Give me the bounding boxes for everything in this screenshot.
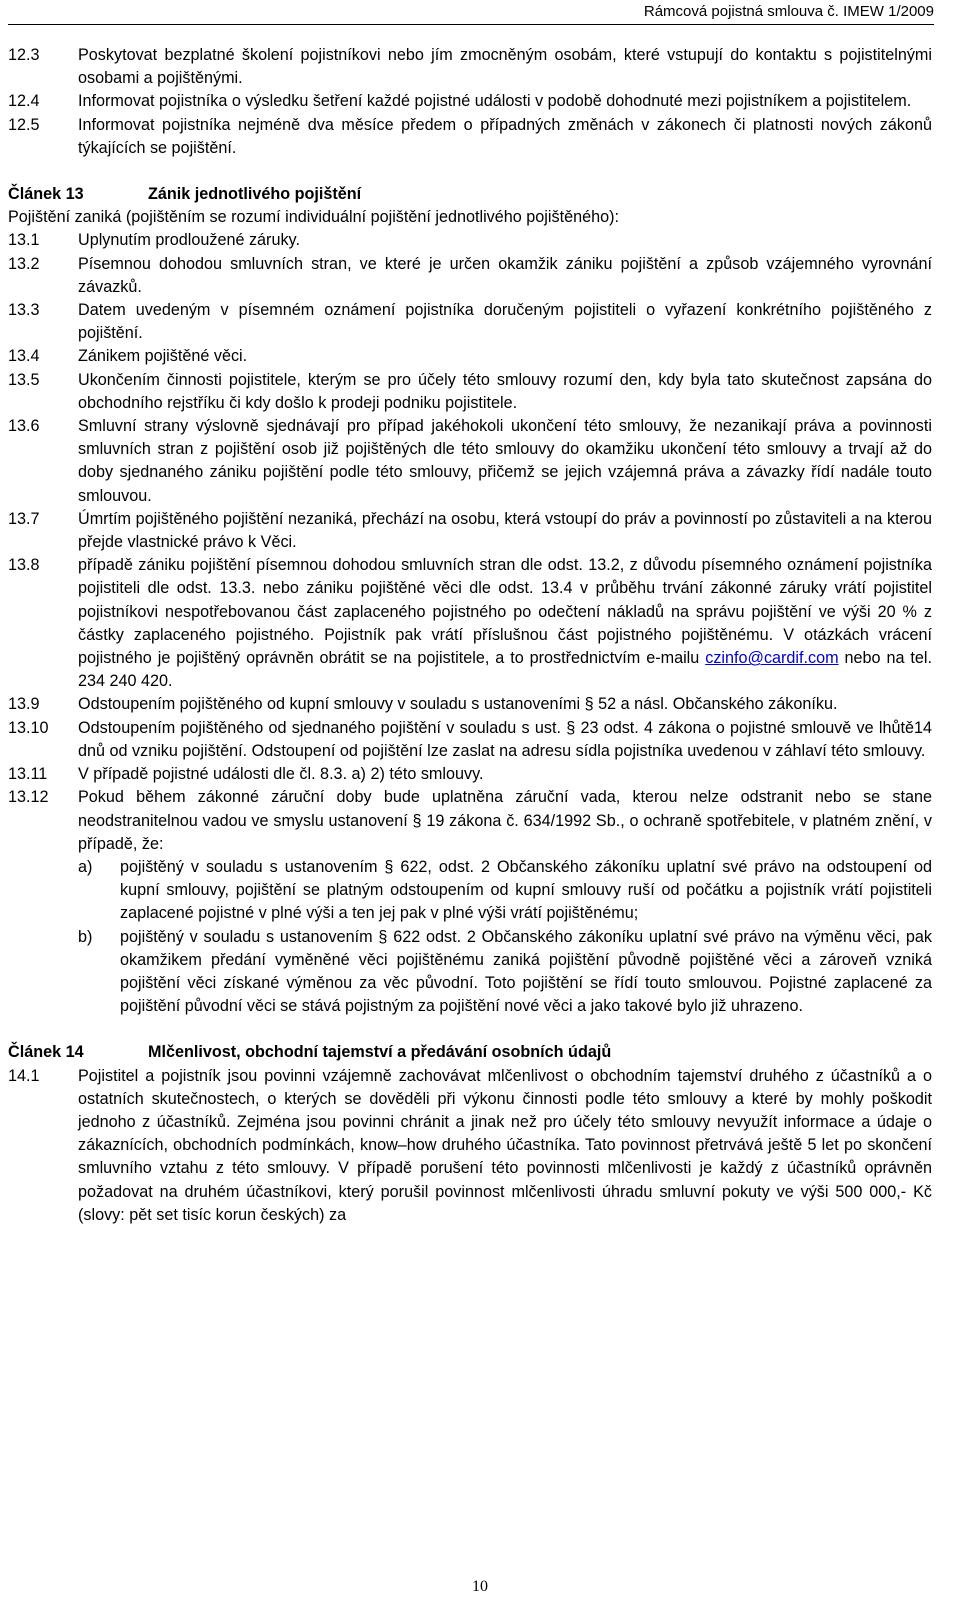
clause-text: Uplynutím prodloužené záruky. <box>78 231 300 250</box>
clause-text: V případě pojistné události dle čl. 8.3. a) 2) této smlouvy. <box>78 765 484 784</box>
sub-item-text: pojištěný v souladu s ustanovením § 622, odst. 2 Občanského zákoníku uplatní své právo na odstoupení od kupní smlouvy, pojištění se platným odstoupením od kupní smlouvy ruší od počátku a pojistník vrátí pojistiteli zaplacené pojistné v plné výši a ten jej pak v plné výši vrátí pojištěnému; <box>120 857 932 923</box>
clause-number: 13.9 <box>8 695 40 714</box>
clause-text: Datem uvedeným v písemném oznámení pojistníka doručeným pojistiteli o vyřazení konkrétního pojištěného z pojištění. <box>78 301 932 343</box>
page-number: 10 <box>472 1578 488 1595</box>
clause-13-8 <box>8 554 932 693</box>
clause-text: Pokud během zákonné záruční doby bude uplatněna záruční vada, kterou nelze odstranit nebo se stane neodstranitelnou vadou ve smyslu ustanovení § 19 zákona č. 634/1992 Sb., o ochraně spotřebitele, v platném znění, v případě, že: <box>78 788 932 853</box>
clause-number: 12.3 <box>8 46 40 64</box>
clause-number: 13.3 <box>8 301 40 320</box>
clause-number: 13.1 <box>8 231 40 250</box>
clause-number: 14.1 <box>8 1066 40 1085</box>
clause-13-12 <box>8 786 932 856</box>
clause-text-part: nebo na tel. 234 240 420. <box>78 649 932 691</box>
clause-13-10 <box>8 717 932 763</box>
email-link[interactable]: czinfo@cardif.com <box>705 649 839 668</box>
clause-text: Poskytovat bezplatné školení pojistníkovi nebo jím zmocněným osobám, které vstupují do kontaktu s pojistitelnými osobami a pojištěnými. <box>78 46 932 88</box>
clause-14-1 <box>8 1065 932 1227</box>
sub-item-a <box>78 856 932 926</box>
clause-text: Odstoupením pojištěného od kupní smlouvy v souladu s ustanoveními § 52 a násl. Občanského zákoníku. <box>78 695 838 714</box>
clause-number: 13.12 <box>8 788 49 807</box>
clause-13-1 <box>8 229 932 252</box>
clause-13-6 <box>8 415 932 508</box>
clause-text: Zánikem pojištěné věci. <box>78 347 248 366</box>
article-number: Článek 13 <box>8 185 84 204</box>
header-rule <box>8 24 934 25</box>
article-number: Článek 14 <box>8 1043 84 1062</box>
sub-item-label: b) <box>78 927 93 946</box>
clause-13-11 <box>8 763 932 786</box>
clause-number: 13.2 <box>8 254 40 273</box>
article-title: Zánik jednotlivého pojištění <box>148 185 362 204</box>
article-13-intro: Pojištění zaniká (pojištěním se rozumí individuální pojištění jednotlivého pojištěného): <box>8 208 619 227</box>
article-14-heading <box>8 1041 932 1064</box>
clause-13-4 <box>8 345 932 368</box>
sub-item-text: pojištěný v souladu s ustanovením § 622 odst. 2 Občanského zákoníku uplatní své právo na výměnu věci, pak okamžikem předání vyměněné věci pojištěnému zaniká pojištění původně pojištěné věci a zároveň vzniká pojištění věci získané výměnou za věc původní. Toto pojištění se řídí touto smlouvou. Pojistné zaplacené za pojištění původní věci se stává pojistným za pojištění nové věci a jako takové bylo již uhrazeno. <box>120 927 932 1016</box>
clause-13-3 <box>8 299 932 345</box>
article-title: Mlčenlivost, obchodní tajemství a předávání osobních údajů <box>148 1043 612 1062</box>
clause-number: 13.5 <box>8 370 40 389</box>
clause-number: 13.10 <box>8 718 49 737</box>
clause-number: 13.7 <box>8 509 40 528</box>
clause-12-4 <box>8 90 932 113</box>
clause-number: 13.4 <box>8 347 40 366</box>
document-body <box>8 44 932 1227</box>
running-header: Rámcová pojistná smlouva č. IMEW 1/2009 <box>643 3 934 20</box>
article-13-heading <box>8 183 932 206</box>
clause-text: Smluvní strany výslovně sjednávají pro případ jakéhokoli ukončení této smlouvy, že nezanikají práva a povinnosti smluvních stran z pojištění osob již pojištěných dle této smlouvy do okamžiku ukončení této smlouvy a trvají až do doby sjednaného zániku pojištění podle této smlouvy, přičemž se jejich vzájemná práva a závazky řídí nadále touto smlouvou. <box>78 417 932 505</box>
clause-12-5 <box>8 114 932 160</box>
clause-text: Informovat pojistníka o výsledku šetření každé pojistné události v podobě dohodnuté mezi pojistníkem a pojistitelem. <box>78 92 912 111</box>
clause-text: Odstoupením pojištěného od sjednaného pojištění v souladu s ust. § 23 odst. 4 zákona o pojistné smlouvě ve lhůtě14 dnů od vzniku pojištění. Odstoupení od pojištění lze zaslat na adresu sídla pojistníka uvedenou v záhlaví této smlouvy. <box>78 718 932 760</box>
clause-13-2 <box>8 253 932 299</box>
clause-number: 12.5 <box>8 115 40 134</box>
clause-number: 13.6 <box>8 417 40 436</box>
clause-13-5 <box>8 369 932 415</box>
clause-13-9 <box>8 693 932 716</box>
clause-number: 12.4 <box>8 92 40 111</box>
sub-item-label: a) <box>78 857 93 876</box>
clause-text <box>78 554 932 693</box>
clause-number: 13.11 <box>8 765 48 784</box>
clause-text-part: případě zániku pojištění písemnou dohodou smluvních stran dle odst. 13.2, z důvodu písemného oznámení pojistníka pojistiteli dle odst. 13.3. nebo zániku pojištěné věci dle odst. 13.4 v průběhu trvání zákonné záruky vrátí pojistitel pojistníkovi nespotřebovanou část zaplaceného pojistného po odečtení nákladů na správu pojištění ve výši 20 % z částky zaplaceného pojistného. Pojistník pak vrátí příslušnou část pojistného pojištěnému. V otázkách vrácení pojistného je pojištěný oprávněn obrátit se na pojistitele, a to prostřednictvím e-mailu <box>78 556 932 668</box>
clause-text: Úmrtím pojištěného pojištění nezaniká, přechází na osobu, která vstoupí do práv a povinností po zůstaviteli a na kterou přejde vlastnické právo k Věci. <box>78 509 932 552</box>
clause-12-3 <box>8 44 932 90</box>
clause-text: Informovat pojistníka nejméně dva měsíce předem o případných změnách v zákonech či platnosti nových zákonů týkajících se pojištění. <box>78 115 932 157</box>
clause-13-7 <box>8 508 932 554</box>
sub-item-b <box>78 926 932 1019</box>
clause-text: Ukončením činnosti pojistitele, kterým se pro účely této smlouvy rozumí den, kdy byla tato skutečnost zapsána do obchodního rejstříku či kdy došlo k prodeji podniku pojistitele. <box>78 370 932 412</box>
clause-number: 13.8 <box>8 556 40 575</box>
clause-text: Pojistitel a pojistník jsou povinni vzájemně zachovávat mlčenlivost o obchodním tajemství druhého z účastníků a o ostatních skutečnostech, o kterých se dověděli při výkonu činnosti podle této smlouvy a které by mohly poškodit jednoho z účastníků. Zejména jsou povinni chránit a jinak než pro účely této smlouvy nevyužít informace a údaje o zákaznících, obchodních podmínkách, know–how druhého účastníka. Tato povinnost přetrvává ještě 5 let po skončení smluvního vztahu z této smlouvy. V případě porušení této povinnosti mlčenlivosti je každý z účastníků oprávněn požadovat na druhém účastníkovi, který porušil povinnost mlčenlivosti úhradu smluvní pokuty ve výši 500 000,- Kč (slovy: pět set tisíc korun českých) za <box>78 1066 932 1224</box>
clause-text: Písemnou dohodou smluvních stran, ve které je určen okamžik zániku pojištění a způsob vzájemného vyrovnání závazků. <box>78 254 932 296</box>
